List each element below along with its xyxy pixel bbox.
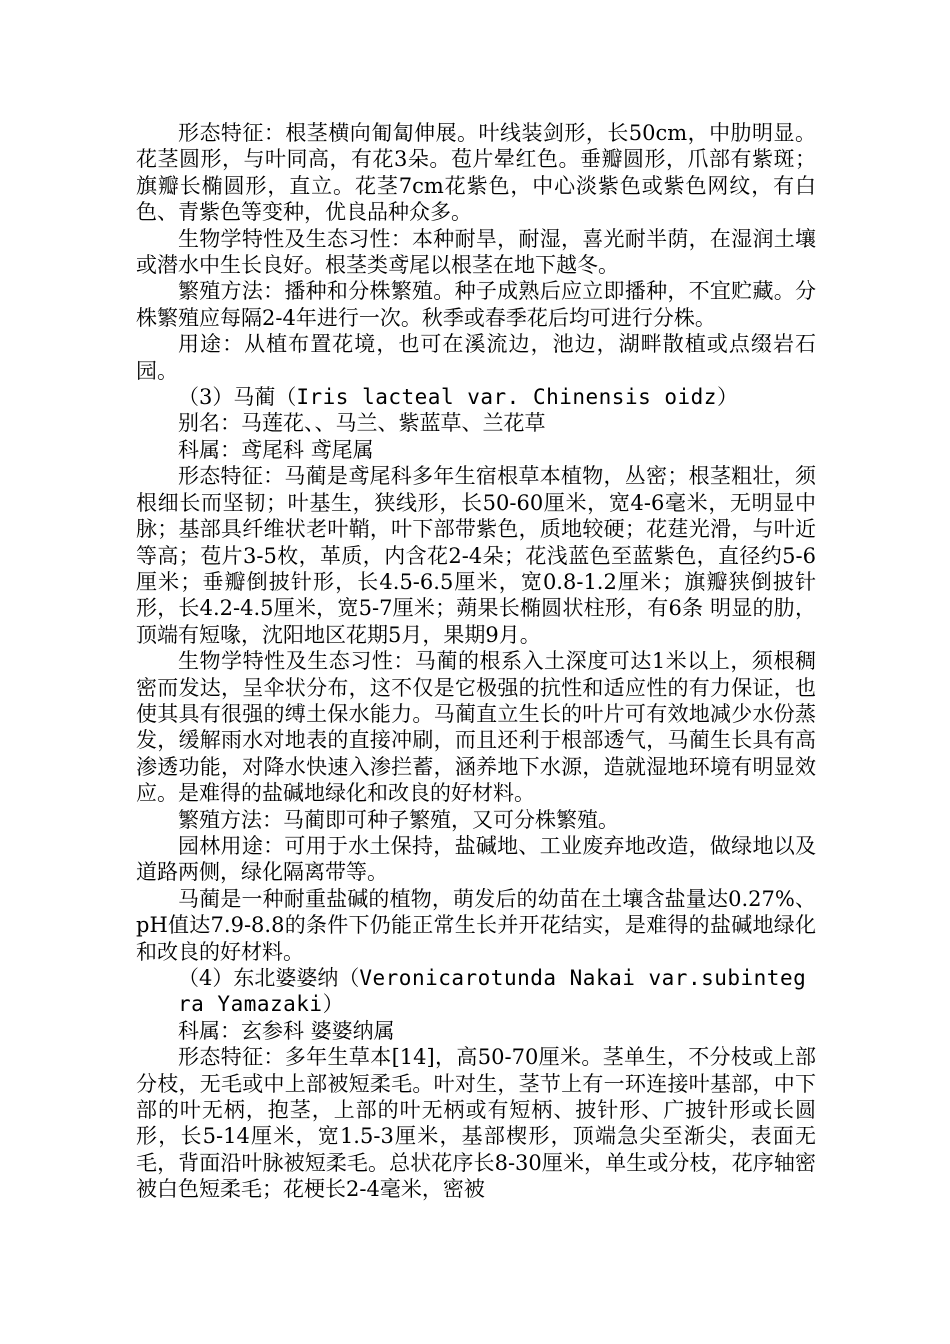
morphology-paragraph-malan: 形态特征：马蔺是鸢尾科多年生宿根草本植物，丛密；根茎粗壮，须根细长而坚韧；叶基生，狭线形，长50-60厘米，宽4-6毫米，无明显中脉；基部具纤维状老叶鞘，叶下部带紫色，质地较硬；花莛光滑，与叶近等高；苞片3-5枚，革质，内含花2-4朵；花浅蓝色至蓝紫色，直径约5-6厘米；垂瓣倒披针形，长4.5-6.5厘米，宽0.8-1.2厘米；旗瓣狭倒披针形，长4.2-4.5厘米，宽5-7厘米；蒴果长椭圆状柱形，有6条 明显的肋，顶端有短喙，沈阳地区花期5月，果期9月。 [136,464,816,647]
latin-name: Veronicarotunda Nakai var.subintegra Yamazaki [178,966,807,1017]
ecology-paragraph-malan: 生物学特性及生态习性：马蔺的根系入土深度可达1米以上，须根稠密而发达，呈伞状分布，这不仅是它极强的抗性和适应性的有力保证，也使其具有很强的缚土保水能力。马蔺直立生长的叶片可有效地减少水份蒸发，缓解雨水对地表的直接冲刷，而且还利于根部透气，马蔺生长具有高渗透功能，对降水快速入渗拦蓄，涵养地下水源，造就湿地环境有明显效应。是难得的盐碱地绿化和改良的好材料。 [136,649,816,806]
morphology-paragraph-iris: 形态特征：根茎横向匍匐伸展。叶线装剑形，长50cm，中肋明显。花茎圆形，与叶同高，有花3朵。苞片晕红色。垂瓣圆形，爪部有紫斑；旗瓣长椭圆形，直立。花茎7cm花紫色，中心淡紫色或紫色网纹，有白色、青紫色等变种，优良品种众多。 [136,121,816,225]
document-body [136,120,816,1203]
morphology-paragraph-veronica: 形态特征：多年生草本[14]，高50-70厘米。茎单生，不分枝或上部分枝，无毛或中上部被短柔毛。叶对生，茎节上有一环连接叶基部，中下部的叶无柄，抱茎，上部的叶无柄或有短柄、披针形、广披针形或长圆形，长5-14厘米，宽1.5-3厘米，基部楔形，顶端急尖至渐尖，表面无毛，背面沿叶脉被短柔毛。总状花序长8-30厘米，单生或分枝，花序轴密被白色短柔毛；花梗长2-4毫米，密被 [136,1045,816,1202]
usage-paragraph-iris: 用途：从植布置花境，也可在溪流边，池边，湖畔散植或点缀岩石园。 [136,332,816,383]
propagation-paragraph-malan: 繁殖方法：马蔺即可种子繁殖，又可分株繁殖。 [178,807,619,832]
latin-name: Iris lacteal var. Chinensis oidz [296,385,717,410]
landscape-usage-paragraph-malan: 园林用途：可用于水土保持，盐碱地、工业废弃地改造，做绿地以及道路两侧，绿化隔离带等。 [136,833,816,885]
section-heading-malan [136,384,816,410]
family-paragraph-veronica: 科属：玄参科 婆婆纳属 [178,1018,395,1043]
propagation-paragraph-iris: 繁殖方法：播种和分株繁殖。种子成熟后应立即播种，不宜贮藏。分株繁殖应每隔2-4年进行一次。秋季或春季花后均可进行分株。 [136,279,816,330]
heading-suffix: ） [716,385,738,410]
family-paragraph-malan: 科属：鸢尾科 鸢尾属 [178,437,374,462]
ecology-paragraph-iris: 生物学特性及生态习性：本种耐旱，耐湿，喜光耐半荫，在湿润土壤或潜水中生长良好。根茎类鸢尾以根茎在地下越冬。 [136,226,816,278]
section-heading-veronica [136,965,816,1018]
heading-prefix: （4）东北婆婆纳（ [178,966,360,990]
salt-tolerance-paragraph-malan: 马蔺是一种耐重盐碱的植物，萌发后的幼苗在土壤含盐量达0.27%、pH值达7.9-8.8的条件下仍能正常生长并开花结实，是难得的盐碱地绿化和改良的好材料。 [136,886,816,964]
heading-prefix: （3）马蔺（ [178,385,297,410]
alias-paragraph-malan: 别名：马莲花、、马兰、紫蓝草、兰花草 [178,411,546,436]
heading-suffix: ） [322,992,344,1017]
